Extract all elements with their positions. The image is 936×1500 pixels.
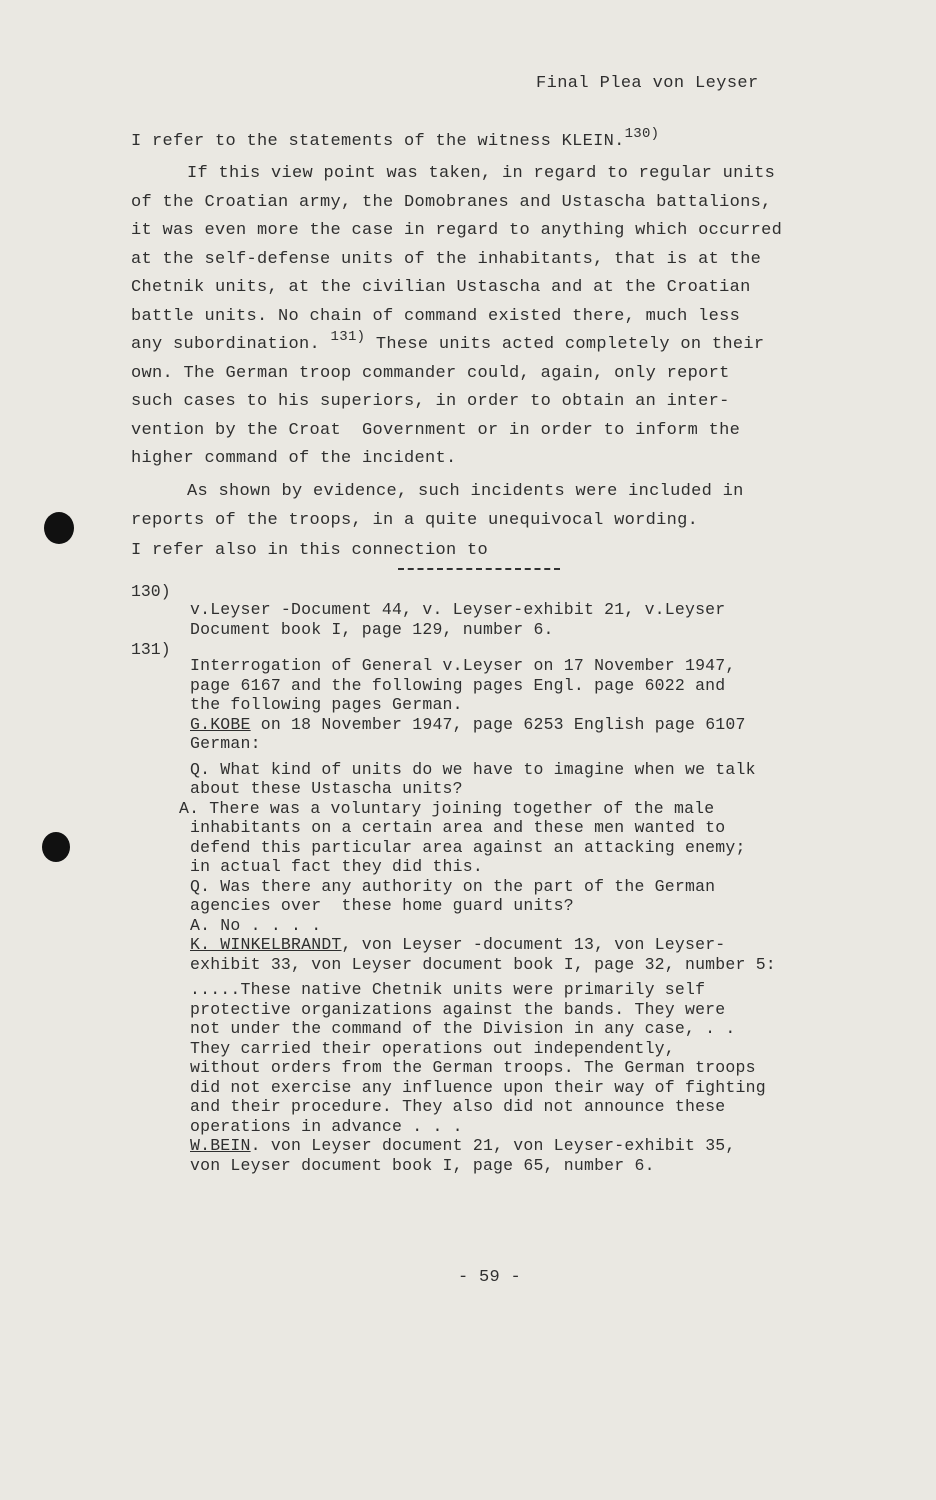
text-line: Chetnik units, at the civilian Ustascha and at the Croatian bbox=[131, 278, 751, 297]
text-line: If this view point was taken, in regard to regular units bbox=[187, 164, 776, 183]
text-span: , von Leyser -document 13, von Leyser- bbox=[341, 935, 726, 954]
running-header: Final Plea von Leyser bbox=[536, 74, 759, 93]
paragraph-evidence bbox=[131, 478, 851, 535]
answer-line: inhabitants on a certain area and these men wanted to bbox=[190, 818, 726, 837]
footnote-line: v.Leyser -Document 44, v. Leyser-exhibit 21, v.Leyser bbox=[190, 600, 726, 619]
footnote-ref-130: 130) bbox=[624, 126, 660, 142]
witness-name: K. WINKELBRANDT bbox=[190, 935, 342, 954]
paragraph-connection bbox=[131, 537, 851, 566]
text-line: at the self-defense units of the inhabitants, that is at the bbox=[131, 249, 762, 269]
footnote-divider bbox=[398, 568, 560, 570]
punch-hole bbox=[42, 832, 70, 862]
footnote-line: German: bbox=[190, 734, 261, 753]
text-span: . von Leyser document 21, von Leyser-exhibit 35, bbox=[250, 1136, 736, 1155]
quote-line: They carried their operations out independently, bbox=[190, 1038, 675, 1058]
text-line: higher command of the incident. bbox=[131, 449, 457, 468]
text-line bbox=[131, 331, 851, 360]
footnote-line bbox=[131, 1136, 871, 1156]
text-line: of the Croatian army, the Domobranes and Ustascha battalions, bbox=[131, 192, 772, 212]
question-line: Q. What kind of units do we have to imagine when we talk bbox=[190, 759, 756, 779]
footnote-line: Interrogation of General v.Leyser on 17 November 1947, bbox=[190, 656, 736, 675]
footnote-line: page 6167 and the following pages Engl. page 6022 and bbox=[190, 675, 726, 695]
text-span: any subordination. bbox=[131, 335, 331, 354]
question-line: about these Ustascha units? bbox=[190, 779, 463, 798]
answer-line: A. No . . . . bbox=[190, 915, 322, 935]
footnote-line: the following pages German. bbox=[190, 695, 463, 714]
answer-line: A. There was a voluntary joining together of the male bbox=[179, 798, 715, 818]
answer-line: defend this particular area against an attacking enemy; bbox=[190, 837, 746, 857]
footnote-line bbox=[131, 715, 871, 735]
quote-line: without orders from the German troops. The German troops bbox=[190, 1058, 756, 1077]
text-line: own. The German troop commander could, again, only report bbox=[131, 363, 730, 383]
footnote-line: Document book I, page 129, number 6. bbox=[190, 619, 554, 639]
text-line: I refer also in this connection to bbox=[131, 541, 489, 560]
witness-name: G.KOBE bbox=[190, 714, 251, 734]
text-line: vention by the Croat Government or in order to inform the bbox=[131, 420, 741, 440]
punch-hole bbox=[44, 512, 74, 544]
footnote-number-130: 130) bbox=[131, 582, 171, 601]
text-line: As shown by evidence, such incidents were included in bbox=[187, 482, 744, 501]
page-number: - 59 - bbox=[458, 1268, 522, 1287]
answer-line: in actual fact they did this. bbox=[190, 857, 483, 876]
question-line: agencies over these home guard units? bbox=[190, 896, 574, 915]
witness-name: W.BEIN bbox=[190, 1136, 251, 1155]
quote-line: not under the command of the Division in any case, . . bbox=[190, 1019, 736, 1038]
text-line: such cases to his superiors, in order to obtain an inter- bbox=[131, 392, 730, 411]
footnote-131 bbox=[131, 656, 871, 1175]
text-span: on 18 November 1947, page 6253 English page 6107 bbox=[250, 714, 746, 734]
paragraph-intro bbox=[131, 128, 851, 157]
footnote-line: exhibit 33, von Leyser document book I, page 32, number 5: bbox=[190, 954, 776, 974]
text-line: reports of the troops, in a quite unequivocal wording. bbox=[131, 510, 699, 530]
quote-line: operations in advance . . . bbox=[190, 1116, 463, 1136]
quote-line: did not exercise any influence upon their way of fighting bbox=[190, 1077, 766, 1097]
footnote-line: von Leyser document book I, page 65, number 6. bbox=[190, 1155, 655, 1175]
footnote-line bbox=[131, 935, 871, 955]
question-line: Q. Was there any authority on the part of the German bbox=[190, 876, 716, 896]
footnote-130 bbox=[131, 600, 871, 639]
text-line: it was even more the case in regard to anything which occurred bbox=[131, 221, 783, 240]
intro-text: I refer to the statements of the witness KLEIN. bbox=[131, 132, 625, 151]
paragraph-command bbox=[131, 160, 851, 474]
quote-line: .....These native Chetnik units were primarily self bbox=[190, 980, 706, 999]
text-line: battle units. No chain of command existed there, much less bbox=[131, 306, 741, 326]
text-span: These units acted completely on their bbox=[365, 335, 765, 354]
quote-line: and their procedure. They also did not announce these bbox=[190, 1097, 726, 1116]
quote-line: protective organizations against the bands. They were bbox=[190, 999, 726, 1019]
footnote-number-131: 131) bbox=[131, 640, 171, 659]
footnote-ref-131: 131) bbox=[330, 329, 366, 345]
